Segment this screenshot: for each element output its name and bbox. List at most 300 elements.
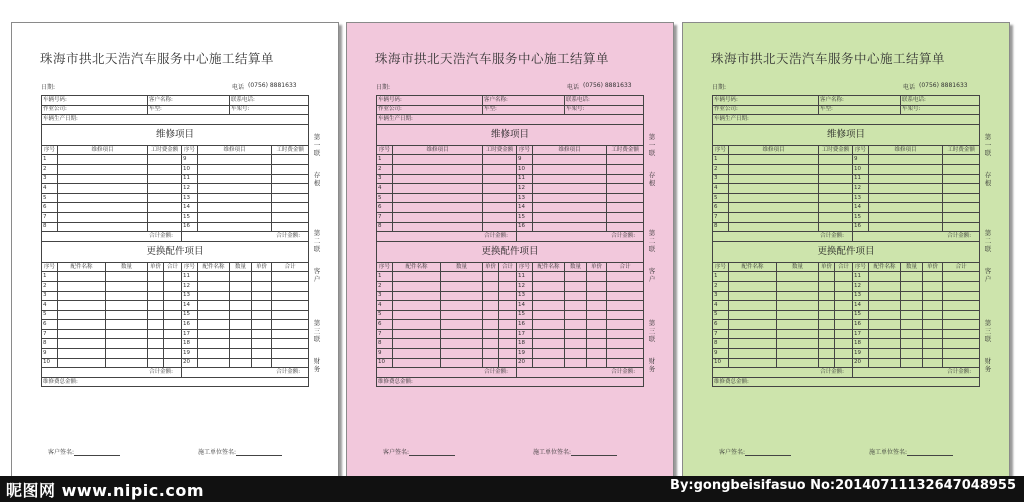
repair-hours-cell: [148, 155, 182, 165]
parts-qty-cell: [777, 272, 819, 282]
repair-item-cell: [533, 212, 607, 222]
parts-price-cell: [252, 310, 272, 320]
company-signature-label: 施工单位签名:: [198, 449, 237, 456]
parts-total-cell: [943, 310, 980, 320]
parts-name-cell: [729, 301, 777, 311]
vehicle-type-field: 车型:: [819, 105, 901, 115]
repair-hours-cell: [607, 203, 644, 213]
side-label-third-sub: 财务: [313, 357, 321, 373]
parts-total-cell: [835, 358, 853, 368]
repair-row-no: 7: [377, 212, 393, 222]
repair-hours-cell: [148, 184, 182, 194]
parts-subtotal-right: 合计金额:: [853, 368, 980, 378]
repair-subtotal-right: 合计金额:: [517, 232, 644, 242]
parts-row-no: 20: [517, 358, 533, 368]
parts-row-no: 15: [853, 310, 869, 320]
side-label-second-sub: 客户: [648, 267, 656, 283]
parts-name-cell: [869, 272, 901, 282]
parts-col-no: 序号: [853, 262, 869, 272]
parts-total-cell: [943, 301, 980, 311]
production-date-field: 车辆生产日期:: [713, 115, 980, 125]
parts-total-cell: [499, 272, 517, 282]
parts-total-cell: [499, 291, 517, 301]
repair-item-cell: [393, 155, 483, 165]
parts-total-cell: [499, 320, 517, 330]
parts-row-no: 1: [713, 272, 729, 282]
parts-price-cell: [923, 339, 943, 349]
parts-name-cell: [533, 310, 565, 320]
parts-section-title: 更换配件项目: [713, 241, 980, 262]
repair-col-item: 维修项目: [198, 145, 272, 155]
repair-col-item: 维修项目: [729, 145, 819, 155]
repair-hours-cell: [943, 174, 980, 184]
parts-price-cell: [148, 310, 164, 320]
repair-hours-cell: [607, 193, 644, 203]
table-row: [377, 174, 644, 184]
settlement-sheet: [11, 22, 339, 490]
table-row: [713, 281, 980, 291]
repair-item-cell: [533, 193, 607, 203]
table-row: [377, 241, 644, 262]
table-row: [713, 212, 980, 222]
parts-total-cell: [943, 281, 980, 291]
parts-row-no: 9: [377, 349, 393, 359]
repair-row-no: 5: [713, 193, 729, 203]
parts-name-cell: [393, 349, 441, 359]
table-row: [713, 310, 980, 320]
repair-row-no: 2: [713, 164, 729, 174]
parts-subtotal-left: 合计金额:: [377, 368, 517, 378]
repair-hours-cell: [943, 193, 980, 203]
repair-row-no: 7: [713, 212, 729, 222]
repair-row-no: 10: [517, 164, 533, 174]
repair-hours-cell: [607, 155, 644, 165]
repair-item-cell: [58, 212, 148, 222]
parts-qty-cell: [230, 339, 252, 349]
parts-price-cell: [252, 301, 272, 311]
table-row: [377, 115, 644, 125]
repair-hours-cell: [607, 212, 644, 222]
parts-price-cell: [819, 281, 835, 291]
table-row: [713, 193, 980, 203]
repair-item-cell: [729, 155, 819, 165]
customer-signature-label: 客户签名:: [48, 449, 75, 456]
parts-name-cell: [198, 272, 230, 282]
parts-col-no: 序号: [42, 262, 58, 272]
parts-row-no: 14: [182, 301, 198, 311]
repair-item-cell: [729, 222, 819, 232]
parts-col-qty: 数量: [777, 262, 819, 272]
parts-price-cell: [587, 329, 607, 339]
parts-name-cell: [869, 358, 901, 368]
repair-col-hours: 工时费金额: [148, 145, 182, 155]
repair-hours-cell: [148, 193, 182, 203]
repair-row-no: 1: [713, 155, 729, 165]
parts-price-cell: [819, 349, 835, 359]
parts-row-no: 5: [713, 310, 729, 320]
parts-qty-cell: [777, 301, 819, 311]
repair-hours-cell: [483, 212, 517, 222]
parts-qty-cell: [106, 272, 148, 282]
parts-total-cell: [607, 320, 644, 330]
parts-qty-cell: [106, 358, 148, 368]
parts-row-no: 11: [517, 272, 533, 282]
parts-total-cell: [607, 329, 644, 339]
parts-price-cell: [819, 291, 835, 301]
repair-hours-cell: [272, 193, 309, 203]
parts-col-qty: 数量: [441, 262, 483, 272]
parts-row-no: 12: [517, 281, 533, 291]
parts-qty-cell: [230, 291, 252, 301]
parts-price-cell: [148, 281, 164, 291]
table-row: [42, 262, 309, 272]
repair-hours-cell: [148, 222, 182, 232]
parts-total-cell: [943, 339, 980, 349]
repair-item-cell: [533, 184, 607, 194]
table-row: [713, 358, 980, 368]
side-label-third: 第三联: [984, 319, 992, 343]
side-label-second: 第二联: [648, 229, 656, 253]
side-label-first: 第一联: [648, 133, 656, 157]
repair-row-no: 6: [713, 203, 729, 213]
grand-total-field: 维修费总金额:: [377, 377, 644, 387]
repair-row-no: 13: [517, 193, 533, 203]
parts-total-cell: [272, 320, 309, 330]
parts-price-cell: [252, 291, 272, 301]
company-signature-line: [571, 449, 617, 456]
parts-total-cell: [272, 301, 309, 311]
repair-item-cell: [869, 184, 943, 194]
repair-hours-cell: [483, 174, 517, 184]
parts-price-cell: [819, 320, 835, 330]
parts-name-cell: [58, 358, 106, 368]
parts-col-price: 单价: [819, 262, 835, 272]
table-row: [42, 212, 309, 222]
repair-col-hours: 工时费金额: [607, 145, 644, 155]
frame-no-field: 车架号:: [901, 105, 980, 115]
parts-row-no: 6: [377, 320, 393, 330]
parts-name-cell: [58, 301, 106, 311]
parts-row-no: 7: [377, 329, 393, 339]
parts-qty-cell: [441, 281, 483, 291]
repair-item-cell: [869, 164, 943, 174]
parts-total-cell: [272, 291, 309, 301]
repair-row-no: 4: [713, 184, 729, 194]
parts-total-cell: [164, 339, 182, 349]
parts-name-cell: [869, 310, 901, 320]
parts-qty-cell: [230, 320, 252, 330]
repair-hours-cell: [272, 203, 309, 213]
table-row: [713, 115, 980, 125]
parts-qty-cell: [441, 329, 483, 339]
parts-name-cell: [729, 281, 777, 291]
parts-total-cell: [835, 272, 853, 282]
parts-price-cell: [252, 272, 272, 282]
parts-name-cell: [393, 272, 441, 282]
repair-row-no: 9: [517, 155, 533, 165]
table-row: [42, 164, 309, 174]
table-row: [377, 358, 644, 368]
parts-row-no: 8: [377, 339, 393, 349]
repair-item-cell: [198, 193, 272, 203]
parts-total-cell: [272, 339, 309, 349]
parts-col-total: 合计: [835, 262, 853, 272]
parts-col-qty: 数量: [565, 262, 587, 272]
repair-item-cell: [393, 184, 483, 194]
repair-item-cell: [533, 203, 607, 213]
parts-price-cell: [587, 291, 607, 301]
parts-col-name: 配件名称: [393, 262, 441, 272]
repair-hours-cell: [483, 155, 517, 165]
repair-hours-cell: [607, 164, 644, 174]
parts-row-no: 4: [713, 301, 729, 311]
table-row: [713, 145, 980, 155]
parts-total-cell: [164, 329, 182, 339]
parts-total-cell: [835, 281, 853, 291]
repair-col-no: 序号: [853, 145, 869, 155]
customer-signature-label: 客户签名:: [383, 449, 410, 456]
parts-total-cell: [943, 358, 980, 368]
repair-row-no: 15: [517, 212, 533, 222]
repair-row-no: 2: [42, 164, 58, 174]
parts-name-cell: [729, 272, 777, 282]
customer-name-field: 客户名称:: [148, 96, 230, 106]
date-label: 日期:: [712, 84, 727, 91]
repair-row-no: 1: [377, 155, 393, 165]
phone-label: 电话: [232, 84, 245, 91]
parts-qty-cell: [901, 310, 923, 320]
parts-qty-cell: [565, 329, 587, 339]
parts-col-qty: 数量: [230, 262, 252, 272]
parts-row-no: 18: [853, 339, 869, 349]
parts-qty-cell: [777, 339, 819, 349]
repair-row-no: 1: [42, 155, 58, 165]
repair-hours-cell: [272, 164, 309, 174]
parts-price-cell: [819, 310, 835, 320]
repair-col-no: 序号: [42, 145, 58, 155]
parts-qty-cell: [565, 291, 587, 301]
sheet-title: 珠海市拱北天浩汽车服务中心施工结算单: [39, 51, 274, 66]
parts-row-no: 11: [182, 272, 198, 282]
parts-qty-cell: [106, 349, 148, 359]
repair-row-no: 3: [42, 174, 58, 184]
parts-name-cell: [58, 291, 106, 301]
table-row: [42, 115, 309, 125]
parts-row-no: 10: [713, 358, 729, 368]
parts-total-cell: [499, 301, 517, 311]
repair-hours-cell: [148, 212, 182, 222]
repair-row-no: 8: [42, 222, 58, 232]
parts-row-no: 9: [42, 349, 58, 359]
repair-hours-cell: [483, 222, 517, 232]
parts-total-cell: [164, 349, 182, 359]
table-row: [713, 329, 980, 339]
table-row: [713, 232, 980, 242]
table-row: [377, 377, 644, 387]
parts-name-cell: [869, 320, 901, 330]
repair-hours-cell: [943, 184, 980, 194]
parts-name-cell: [533, 349, 565, 359]
parts-total-cell: [835, 349, 853, 359]
side-label-third-sub: 财务: [984, 357, 992, 373]
repair-subtotal-left: 合计金额:: [713, 232, 853, 242]
table-row: [377, 155, 644, 165]
parts-name-cell: [533, 320, 565, 330]
parts-total-cell: [835, 329, 853, 339]
parts-subtotal-right: 合计金额:: [182, 368, 309, 378]
repair-row-no: 16: [182, 222, 198, 232]
table-row: [42, 203, 309, 213]
parts-row-no: 7: [713, 329, 729, 339]
parts-row-no: 16: [182, 320, 198, 330]
parts-name-cell: [198, 349, 230, 359]
table-row: [42, 232, 309, 242]
parts-total-cell: [943, 329, 980, 339]
repair-col-no: 序号: [713, 145, 729, 155]
parts-qty-cell: [565, 272, 587, 282]
parts-qty-cell: [441, 339, 483, 349]
repair-item-cell: [198, 184, 272, 194]
repair-hours-cell: [148, 203, 182, 213]
table-row: [713, 184, 980, 194]
parts-price-cell: [148, 349, 164, 359]
repair-item-cell: [533, 155, 607, 165]
repair-row-no: 11: [853, 174, 869, 184]
repair-item-cell: [58, 174, 148, 184]
table-row: [42, 368, 309, 378]
repair-row-no: 7: [42, 212, 58, 222]
parts-row-no: 3: [42, 291, 58, 301]
repair-item-cell: [533, 164, 607, 174]
table-row: [42, 96, 309, 106]
contact-phone-field: 联系电话:: [230, 96, 309, 106]
repair-row-no: 16: [853, 222, 869, 232]
table-row: [42, 291, 309, 301]
table-row: [42, 193, 309, 203]
parts-qty-cell: [106, 301, 148, 311]
table-row: [713, 272, 980, 282]
repair-row-no: 3: [713, 174, 729, 184]
vehicle-no-field: 车辆号码:: [42, 96, 148, 106]
parts-row-no: 7: [42, 329, 58, 339]
parts-name-cell: [869, 301, 901, 311]
parts-row-no: 16: [853, 320, 869, 330]
parts-price-cell: [923, 320, 943, 330]
repair-item-cell: [198, 212, 272, 222]
company-signature: [869, 447, 953, 456]
parts-name-cell: [729, 291, 777, 301]
parts-name-cell: [533, 339, 565, 349]
table-row: [42, 349, 309, 359]
table-row: [377, 232, 644, 242]
repair-item-cell: [869, 174, 943, 184]
repair-item-cell: [729, 212, 819, 222]
parts-name-cell: [729, 349, 777, 359]
parts-price-cell: [587, 320, 607, 330]
table-row: [713, 262, 980, 272]
parts-section-title: 更换配件项目: [377, 241, 644, 262]
parts-qty-cell: [441, 301, 483, 311]
side-label-first-sub: 存根: [984, 171, 992, 187]
parts-name-cell: [198, 320, 230, 330]
parts-total-cell: [272, 310, 309, 320]
parts-name-cell: [393, 339, 441, 349]
parts-price-cell: [923, 349, 943, 359]
parts-row-no: 2: [42, 281, 58, 291]
repair-hours-cell: [943, 203, 980, 213]
parts-total-cell: [607, 301, 644, 311]
side-label-first-sub: 存根: [313, 171, 321, 187]
parts-qty-cell: [230, 329, 252, 339]
repair-row-no: 8: [377, 222, 393, 232]
parts-col-price: 单价: [483, 262, 499, 272]
contact-phone-field: 联系电话:: [901, 96, 980, 106]
parts-price-cell: [483, 339, 499, 349]
parts-price-cell: [923, 329, 943, 339]
parts-qty-cell: [901, 329, 923, 339]
parts-row-no: 16: [517, 320, 533, 330]
parts-row-no: 3: [713, 291, 729, 301]
parts-row-no: 5: [377, 310, 393, 320]
parts-price-cell: [587, 358, 607, 368]
parts-qty-cell: [901, 339, 923, 349]
table-row: [713, 222, 980, 232]
parts-qty-cell: [777, 329, 819, 339]
parts-col-price: 单价: [923, 262, 943, 272]
repair-hours-cell: [607, 184, 644, 194]
table-row: [713, 349, 980, 359]
parts-col-name: 配件名称: [58, 262, 106, 272]
parts-name-cell: [198, 339, 230, 349]
parts-row-no: 15: [182, 310, 198, 320]
parts-name-cell: [869, 339, 901, 349]
parts-qty-cell: [901, 281, 923, 291]
repair-item-cell: [869, 155, 943, 165]
repair-item-cell: [198, 155, 272, 165]
parts-name-cell: [533, 291, 565, 301]
repair-hours-cell: [272, 222, 309, 232]
vehicle-type-field: 车型:: [483, 105, 565, 115]
parts-qty-cell: [901, 320, 923, 330]
parts-price-cell: [252, 349, 272, 359]
date-label: 日期:: [376, 84, 391, 91]
phone-value: (0756) 8881633: [248, 82, 297, 89]
parts-price-cell: [819, 272, 835, 282]
work-company-field: 作业公司:: [713, 105, 819, 115]
repair-item-cell: [58, 164, 148, 174]
parts-name-cell: [729, 339, 777, 349]
parts-col-total: 合计: [607, 262, 644, 272]
repair-item-cell: [393, 212, 483, 222]
parts-price-cell: [148, 339, 164, 349]
parts-name-cell: [869, 281, 901, 291]
parts-row-no: 15: [517, 310, 533, 320]
repair-row-no: 12: [182, 184, 198, 194]
parts-qty-cell: [106, 281, 148, 291]
parts-qty-cell: [230, 301, 252, 311]
table-row: [713, 339, 980, 349]
parts-name-cell: [58, 349, 106, 359]
table-row: [713, 203, 980, 213]
parts-qty-cell: [565, 301, 587, 311]
repair-hours-cell: [943, 164, 980, 174]
repair-col-item: 维修项目: [533, 145, 607, 155]
parts-total-cell: [835, 310, 853, 320]
parts-total-cell: [164, 301, 182, 311]
parts-price-cell: [923, 291, 943, 301]
customer-name-field: 客户名称:: [483, 96, 565, 106]
repair-hours-cell: [483, 184, 517, 194]
